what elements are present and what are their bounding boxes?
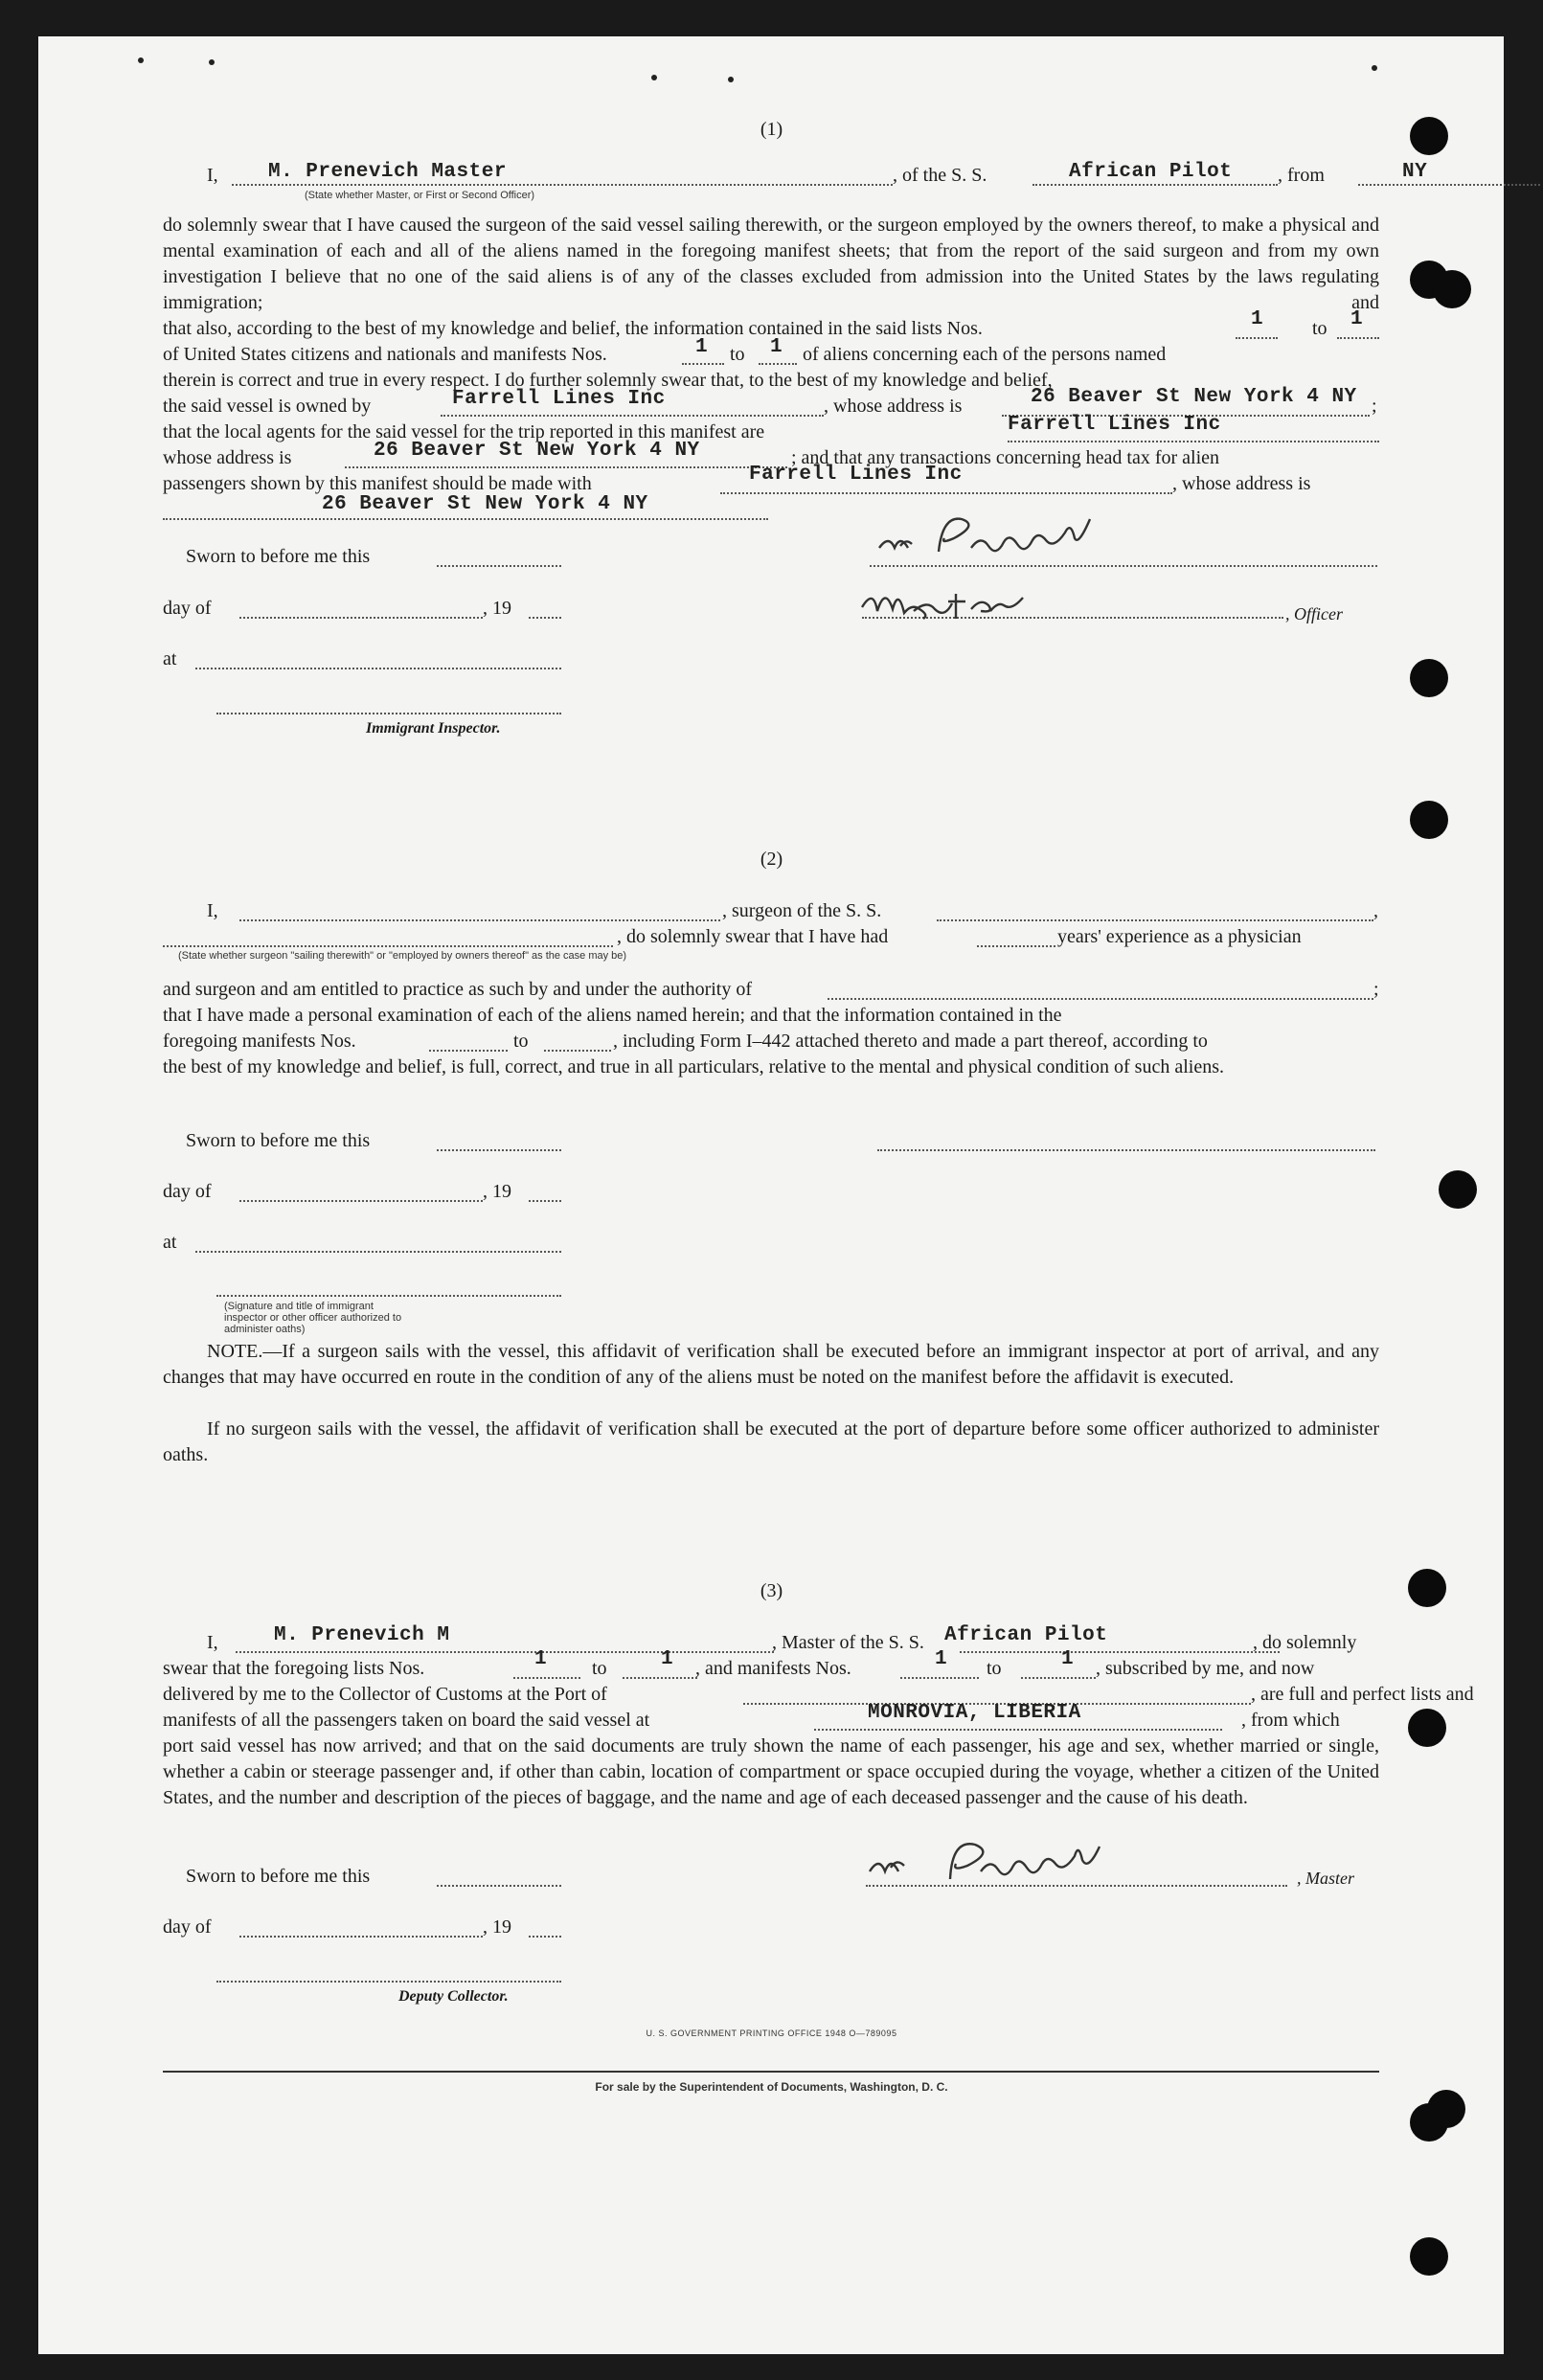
lists-to-value: 1 xyxy=(1350,308,1364,330)
whose-address-label: , whose address is xyxy=(1172,473,1311,494)
sworn-text: Sworn to before me this xyxy=(186,546,371,567)
authority-field xyxy=(828,977,1373,1000)
year-prefix: , 19 xyxy=(483,1181,511,1202)
note-paragraph xyxy=(163,1339,1379,1391)
footer-rule xyxy=(163,2071,1379,2073)
master-of-text: , Master of the S. S. xyxy=(772,1632,924,1653)
note2-paragraph xyxy=(163,1417,1379,1468)
surgeon-signature-line xyxy=(877,1128,1375,1151)
that-also-text: that also, according to the best of my knowledge and belief, the information contained in the said lists Nos. xyxy=(163,318,983,339)
year-field xyxy=(529,596,561,619)
subscribed-text: , subscribed by me, and now xyxy=(1096,1658,1315,1679)
section-3-heading: (3) xyxy=(760,1580,783,1601)
whose-address-label: whose address is xyxy=(163,447,292,468)
swear-had-text: , do solemnly swear that I have had xyxy=(617,926,889,947)
lists-to-value: 1 xyxy=(661,1648,674,1670)
master-name-value: M. Prenevich M xyxy=(274,1624,450,1646)
owner-address-value: 26 Beaver St New York 4 NY xyxy=(1031,386,1357,408)
label-i: I, xyxy=(207,1632,218,1653)
sworn-text: Sworn to before me this xyxy=(186,1866,371,1887)
including-text: , including Form I–442 attached thereto and made a part thereof, according to xyxy=(613,1031,1208,1052)
foregoing-text: foregoing manifests Nos. xyxy=(163,1031,356,1052)
year-field xyxy=(529,1915,561,1938)
lists-from-value: 1 xyxy=(1251,308,1264,330)
surgeon-ship-field xyxy=(937,898,1373,921)
oath-paragraph: do solemnly swear that I have caused the surgeon of the said vessel sailing therewith, or the surgeon employed by the owners thereof, to make a physical and mental examination of each and all of the aliens named in the foregoing manifest sheets; that from the report of the said surgeon and from my own investigation I believe that no one of the said aliens is of any of the classes excluded from admission into the United States by the laws regulating immigration; and xyxy=(163,215,1379,313)
speck xyxy=(651,75,657,80)
speck xyxy=(209,59,215,65)
agents-address-value: 26 Beaver St New York 4 NY xyxy=(374,440,700,462)
agents-value: Farrell Lines Inc xyxy=(1008,414,1221,436)
inspector-signature-line xyxy=(216,713,561,714)
year-prefix: , 19 xyxy=(483,598,511,619)
tax-agent-value: Farrell Lines Inc xyxy=(749,464,963,486)
lists-from-value: 1 xyxy=(534,1648,548,1670)
manifest-to-field xyxy=(1021,1656,1096,1679)
port-value: MONROVIA, LIBERIA xyxy=(868,1702,1081,1724)
binder-hole xyxy=(1408,1709,1446,1747)
belief-paragraph: the best of my knowledge and belief, is full, correct, and true in all particulars, relative to the mental and physical condition of such aliens. xyxy=(163,1056,1224,1077)
to-label: to xyxy=(1312,318,1327,339)
binder-hole xyxy=(1433,270,1471,308)
label-i: I, xyxy=(207,165,218,186)
to-label: to xyxy=(730,344,745,365)
state-whether-caption: (State whether Master, or First or Second Officer) xyxy=(305,190,535,201)
manifest-from-value: 1 xyxy=(935,1648,948,1670)
of-aliens-text: of aliens concerning each of the persons named xyxy=(803,344,1167,365)
lists-to-field xyxy=(623,1656,697,1679)
delivered-text: delivered by me to the Collector of Customs at the Port of xyxy=(163,1684,607,1705)
surgeon-status-caption: (State whether surgeon "sailing therewith" or "employed by owners thereof" as the case may be) xyxy=(178,950,627,962)
label-i: I, xyxy=(207,900,218,921)
day-of-text: day of xyxy=(163,598,212,619)
ship-value: African Pilot xyxy=(1069,161,1233,183)
owned-by-text: the said vessel is owned by xyxy=(163,396,372,417)
binder-hole xyxy=(1410,801,1448,839)
examination-text: that I have made a personal examination of each of the aliens named herein; and that the information contained in the xyxy=(163,1005,1062,1026)
from-value: NY xyxy=(1402,161,1428,183)
day-field xyxy=(239,1915,483,1938)
at-field xyxy=(195,1230,561,1253)
years-field xyxy=(977,924,1055,947)
master-signature xyxy=(862,1833,1188,1891)
master-label: , Master xyxy=(1297,1869,1354,1888)
manifest-from-field xyxy=(429,1029,508,1052)
inspector-signature-line xyxy=(216,1295,561,1297)
gpo-imprint: U. S. GOVERNMENT PRINTING OFFICE 1948 O—789095 xyxy=(646,2029,897,2038)
semicolon: ; xyxy=(1372,396,1377,417)
speck xyxy=(728,77,734,82)
binder-hole xyxy=(1410,2237,1448,2276)
binder-hole xyxy=(1410,659,1448,697)
surgeon-status-field xyxy=(163,924,613,947)
of-ss-label: , of the S. S. xyxy=(893,165,987,186)
binder-hole xyxy=(1427,2090,1465,2128)
surgeon-name-field xyxy=(239,898,720,921)
manifests-all-text: manifests of all the passengers taken on board the said vessel at xyxy=(163,1710,650,1731)
master-title-signature xyxy=(856,575,1086,632)
semicolon: ; xyxy=(1373,979,1379,1000)
master-signature xyxy=(872,510,1188,567)
ship-value: African Pilot xyxy=(944,1624,1108,1646)
do-solemnly-text: , do solemnly xyxy=(1253,1632,1357,1653)
whose-address-label: , whose address is xyxy=(824,396,963,417)
year-field xyxy=(529,1179,561,1202)
local-agents-text: that the local agents for the said vessel for the trip reported in this manifest are xyxy=(163,421,765,442)
sworn-date-field xyxy=(437,544,561,567)
deputy-collector-label: Deputy Collector. xyxy=(398,1988,509,2005)
deputy-signature-line xyxy=(216,1981,561,1983)
day-field xyxy=(239,596,483,619)
documents-paragraph: port said vessel has now arrived; and that on the said documents are truly shown the name of each passenger, his age and sex, whether married or single, whether a cabin or steerage passenger and, if other than cabin, location of compartment or space occupied during the voyage, whether a citizen of the United States, and the number and description of the pieces of baggage, and the name and age of each deceased passenger and the cause of his death. xyxy=(163,1735,1379,1808)
swear-lists-text: swear that the foregoing lists Nos. xyxy=(163,1658,425,1679)
day-field xyxy=(239,1179,483,1202)
manifest-to-value: 1 xyxy=(770,336,783,358)
sworn-text: Sworn to before me this xyxy=(186,1130,371,1151)
day-of-text: day of xyxy=(163,1181,212,1202)
master-name-value: M. Prenevich Master xyxy=(268,161,507,183)
year-prefix: , 19 xyxy=(483,1916,511,1938)
comma: , xyxy=(1373,900,1378,921)
to-label: to xyxy=(513,1031,529,1052)
at-text: at xyxy=(163,648,177,669)
manifest-to-value: 1 xyxy=(1061,1648,1075,1670)
passengers-text: passengers shown by this manifest should be made with xyxy=(163,473,592,494)
for-sale-note: For sale by the Superintendent of Documents, Washington, D. C. xyxy=(595,2080,948,2094)
and-manifests-text: , and manifests Nos. xyxy=(695,1658,851,1679)
authority-text: and surgeon and am entitled to practice as such by and under the authority of xyxy=(163,979,752,1000)
at-text: at xyxy=(163,1232,177,1253)
speck xyxy=(1372,65,1377,71)
note2-text: If no surgeon sails with the vessel, the affidavit of verification shall be executed at the port of departure before some officer authorized to administer oaths. xyxy=(163,1418,1379,1465)
sworn-date-field xyxy=(437,1128,561,1151)
binder-hole xyxy=(1439,1170,1477,1209)
from-field xyxy=(1358,163,1540,186)
signature-caption: (Signature and title of immigrant inspector or other officer authorized to administer oaths) xyxy=(224,1301,402,1335)
day-of-text: day of xyxy=(163,1916,212,1938)
section-1 xyxy=(163,161,1428,737)
manifest-from-value: 1 xyxy=(695,336,709,358)
surgeon-of-text: , surgeon of the S. S. xyxy=(722,900,882,921)
speck xyxy=(138,57,144,63)
immigrant-inspector-label: Immigrant Inspector. xyxy=(366,720,501,737)
years-experience-text: years' experience as a physician xyxy=(1057,926,1302,947)
at-field xyxy=(195,646,561,669)
to-label: to xyxy=(592,1658,607,1679)
officer-label: , Officer xyxy=(1285,604,1343,623)
section-2-heading: (2) xyxy=(760,849,783,870)
head-tax-text: ; and that any transactions concerning head tax for alien xyxy=(791,447,1220,468)
from-which-text: , from which xyxy=(1241,1710,1340,1731)
full-perfect-text: , are full and perfect lists and xyxy=(1251,1684,1474,1705)
tax-address-value: 26 Beaver St New York 4 NY xyxy=(322,493,648,515)
us-citizens-text: of United States citizens and nationals and manifests Nos. xyxy=(163,344,607,365)
note-text: NOTE.—If a surgeon sails with the vessel, this affidavit of verification shall be executed before an immigrant inspector at port of arrival, and any changes that may have occurred en route in the condition of any of the aliens must be noted on the manifest before the affidavit is executed. xyxy=(163,1341,1379,1388)
from-label: , from xyxy=(1278,165,1325,186)
therein-text: therein is correct and true in every respect. I do further solemnly swear that, to the best of my knowledge and belief, xyxy=(163,370,1053,391)
manifest-to-field xyxy=(544,1029,611,1052)
owner-value: Farrell Lines Inc xyxy=(452,388,666,410)
sworn-date-field xyxy=(437,1864,561,1887)
section-1-heading: (1) xyxy=(760,119,783,140)
to-label: to xyxy=(987,1658,1002,1679)
